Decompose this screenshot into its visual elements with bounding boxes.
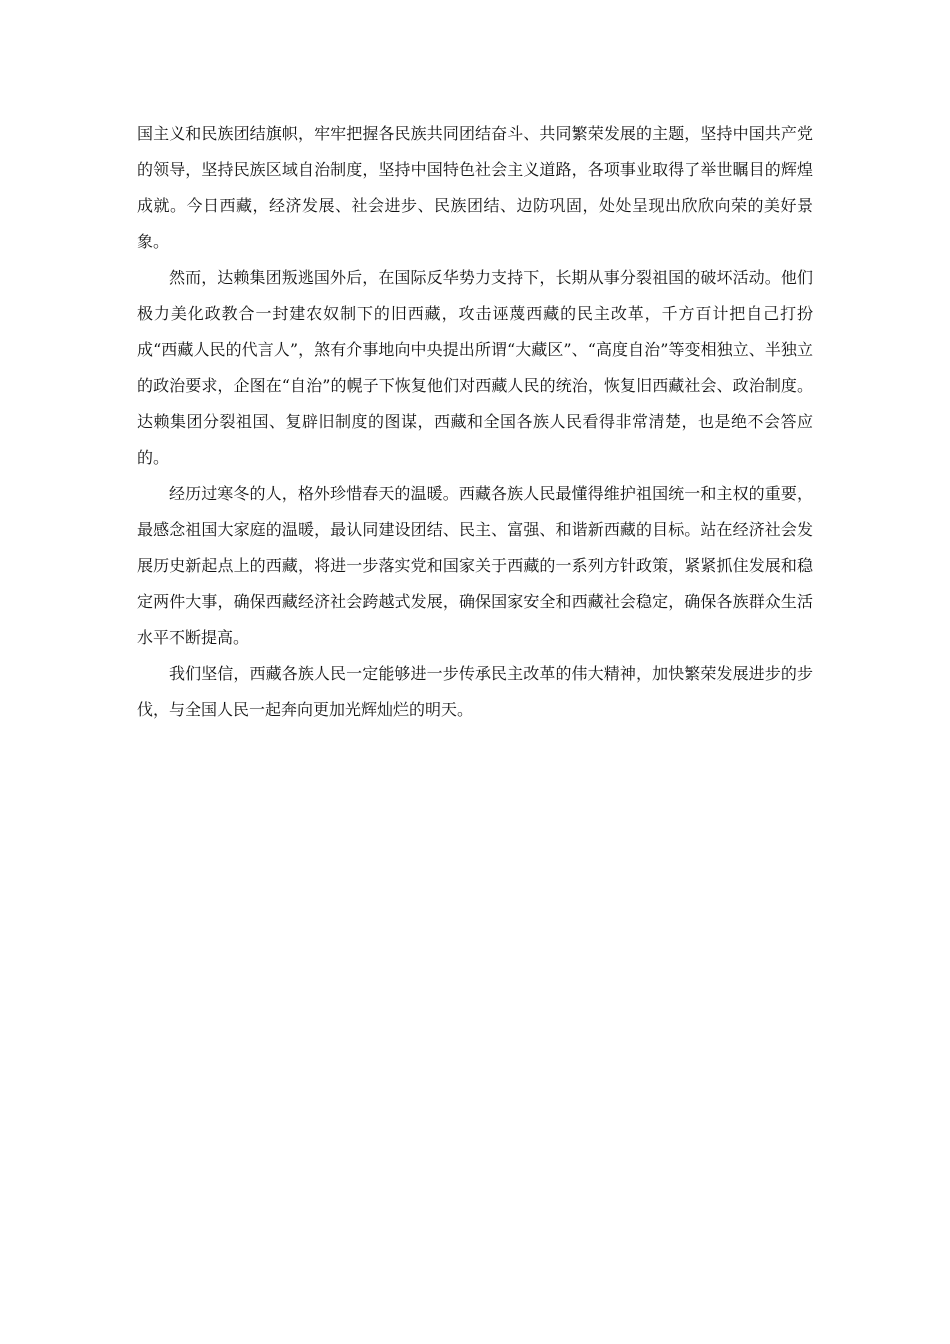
paragraph-1: 国主义和民族团结旗帜，牢牢把握各民族共同团结奋斗、共同繁荣发展的主题，坚持中国共产党的领导，坚持民族区域自治制度，坚持中国特色社会主义道路，各项事业取得了举世瞩目的辉煌成就。今日西藏，经济发展、社会进步、民族团结、边防巩固，处处呈现出欣欣向荣的美好景象。 (137, 124, 813, 251)
paragraph-4: 我们坚信，西藏各族人民一定能够进一步传承民主改革的伟大精神，加快繁荣发展进步的步伐，与全国人民一起奔向更加光辉灿烂的明天。 (137, 664, 813, 719)
document-body (137, 116, 813, 728)
paragraph-3: 经历过寒冬的人，格外珍惜春天的温暖。西藏各族人民最懂得维护祖国统一和主权的重要，最感念祖国大家庭的温暖，最认同建设团结、民主、富强、和谐新西藏的目标。站在经济社会发展历史新起点上的西藏，将进一步落实党和国家关于西藏的一系列方针政策，紧紧抓住发展和稳定两件大事，确保西藏经济社会跨越式发展，确保国家安全和西藏社会稳定，确保各族群众生活水平不断提高。 (137, 484, 813, 647)
paragraph-2: 然而，达赖集团叛逃国外后，在国际反华势力支持下，长期从事分裂祖国的破坏活动。他们极力美化政教合一封建农奴制下的旧西藏，攻击诬蔑西藏的民主改革，千方百计把自己打扮成“西藏人民的代言人”，煞有介事地向中央提出所谓“大藏区”、“高度自治”等变相独立、半独立的政治要求，企图在“自治”的幌子下恢复他们对西藏人民的统治，恢复旧西藏社会、政治制度。达赖集团分裂祖国、复辟旧制度的图谋，西藏和全国各族人民看得非常清楚，也是绝不会答应的。 (137, 268, 813, 467)
